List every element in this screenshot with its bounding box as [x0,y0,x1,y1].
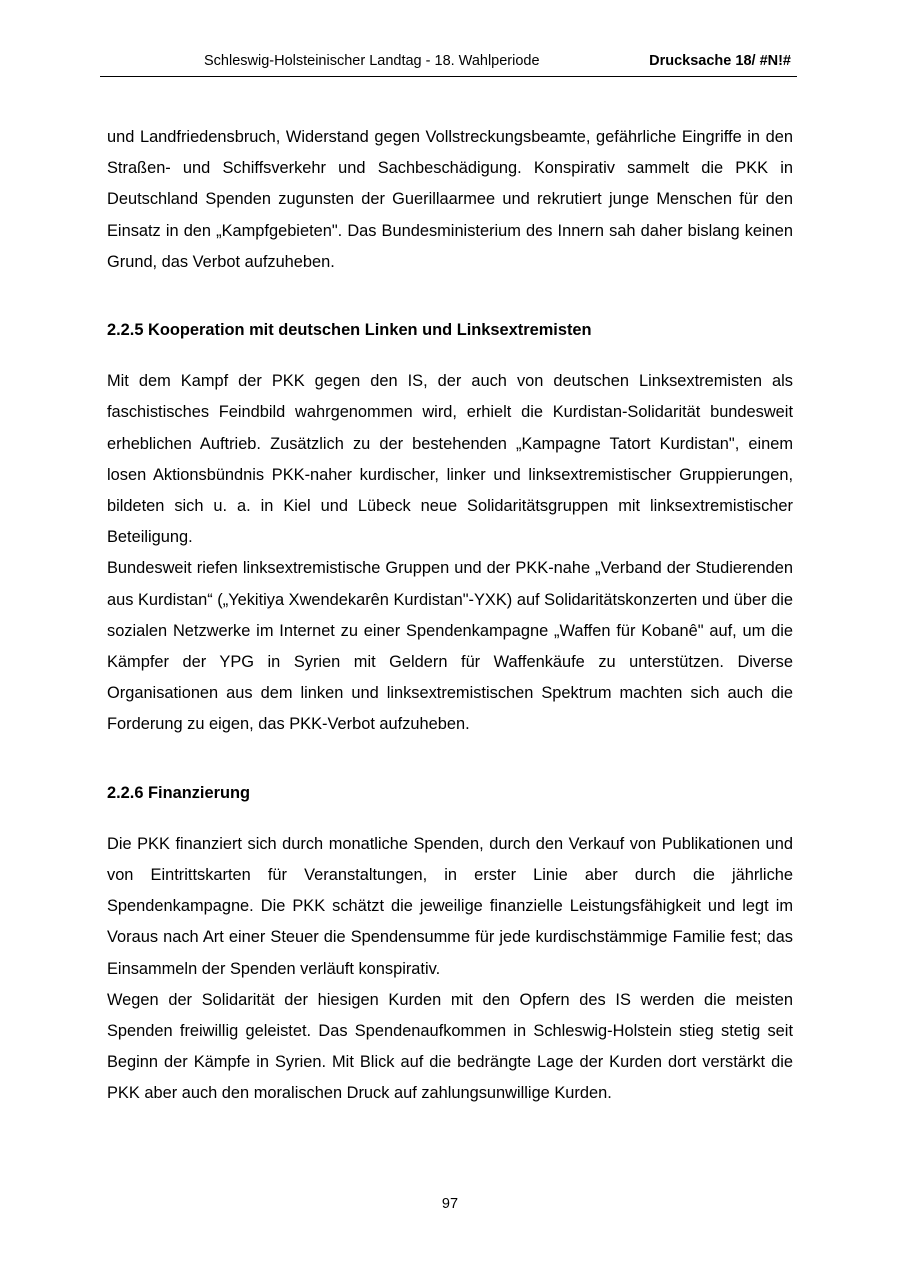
page-number: 97 [441,1196,459,1212]
section-heading-2-2-6: 2.2.6 Finanzierung [107,783,250,802]
spacer [107,741,793,778]
paragraph-solidaritaet: Wegen der Solidarität der hiesigen Kurden mit den Opfern des IS werden die meisten Spenden freiwillig geleistet. Das Spendenaufkommen in Schleswig-Holstein stieg stetig seit Beginn der Kämpfe in Syrien. Mit Blick auf die bedrängte Lage der Kurden dort verstärkt die PKK aber auch den moralischen Druck auf zahlungsunwillige Kurden. [107,990,793,1103]
paragraph-intro: und Landfriedensbruch, Widerstand gegen Vollstreckungsbeamte, gefährliche Eingriffe in den Straßen- und Schiffsverkehr und Sachbeschädigung. Konspirativ sammelt die PKK in Deutschland Spenden zugunsten der Guerillaarmee und rekrutiert junge Menschen für den Einsatz in den „Kampfgebieten". Das Bundesministerium des Innern sah daher bislang keinen Grund, das Verbot aufzuheben. [107,128,793,271]
header-title: Schleswig-Holsteinischer Landtag - 18. Wahlperiode [204,53,540,69]
spacer [107,346,793,366]
paragraph-bundesweit: Bundesweit riefen linksextremistische Gruppen und der PKK-nahe „Verband der Studierenden aus Kurdistan“ („Yekitiya Xwendekarên Kurdistan"-YXK) auf Solidaritätskonzerten und über die sozialen Netzwerke im Internet zu einer Spendenkampagne „Waffen für Kobanê" auf, um die Kämpfer der YPG in Syrien mit Geldern für Waffenkäufe zu unterstützen. Diverse Organisationen aus dem linken und linksextremistischen Spektrum machten sich auch die Forderung zu eigen, das PKK-Verbot aufzuheben. [107,559,793,734]
spacer [107,809,793,829]
page-header [100,50,797,77]
header-document-number: Drucksache 18/ #N!# [649,53,791,69]
page-content [107,122,793,1110]
paragraph-kampf: Mit dem Kampf der PKK gegen den IS, der auch von deutschen Linksextremisten als faschistisches Feindbild wahrgenommen wird, erhielt die Kurdistan-Solidarität bundesweit erheblichen Auftrieb. Zusätzlich zu der bestehenden „Kampagne Tatort Kurdistan", einem losen Aktionsbündnis PKK-naher kurdischer, linker und linksextremistischer Gruppierungen, bildeten sich u. a. in Kiel und Lübeck neue Solidaritätsgruppen mit linksextremistischer Beteiligung. [107,372,793,547]
section-heading-2-2-5: 2.2.5 Kooperation mit deutschen Linken und Linksextremisten [107,321,592,340]
paragraph-finanzierung: Die PKK finanziert sich durch monatliche Spenden, durch den Verkauf von Publikationen und von Eintrittskarten für Veranstaltungen, in erster Linie aber durch die jährliche Spendenkampagne. Die PKK schätzt die jeweilige finanzielle Leistungsfähigkeit und legt im Voraus nach Art einer Steuer die Spendensumme für jede kurdischstämmige Familie fest; das Einsammeln der Spenden verläuft konspirativ. [107,834,793,978]
spacer [107,278,793,315]
